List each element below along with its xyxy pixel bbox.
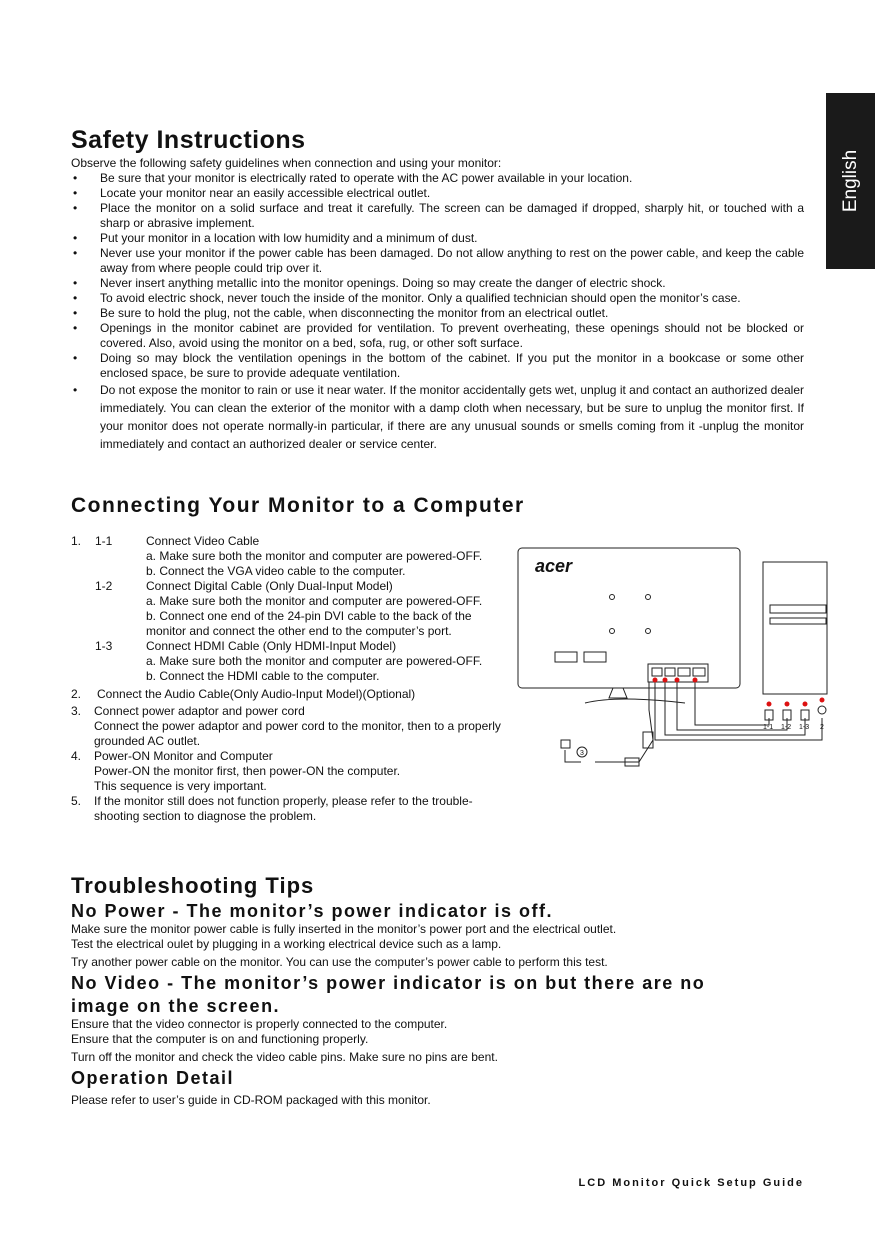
substep-text: b. Connect the HDMI cable to the computer. (146, 669, 380, 683)
port (678, 668, 690, 676)
marker-dot (803, 702, 808, 707)
no-video-text: Ensure that the video connector is properly connected to the computer. (71, 1017, 448, 1031)
diagram-label: 3 (580, 750, 584, 757)
troubleshooting-title: Troubleshooting Tips (71, 873, 315, 898)
list-item: • Doing so may block the ventilation openings in the bottom of the cabinet. If you put the monitor in a bookcase or some other enclosed space, be sure to provide adequate ventilation. (71, 351, 804, 381)
step-number: 2. (71, 687, 82, 701)
safety-title: Safety Instructions (71, 126, 306, 154)
list-item: • Do not expose the monitor to rain or use it near water. If the monitor accidentally gets wet, unplug it and contact an authorized dealer immediately. You can clean the exterior of the monitor with a damp cloth when necessary, but be sure to unplug the monitor first. If your monitor does not operate normally-in particular, if there are any unusual sounds or smells coming from it -unplug the monitor immediately and contact an authorized dealer or service center. (71, 381, 804, 453)
step-number: 4. (71, 749, 82, 763)
drive-bay (770, 605, 826, 613)
substep-text: b. Connect the VGA video cable to the computer. (146, 564, 406, 578)
step-text: If the monitor still does not function properly, please refer to the trouble-shooting section to diagnose the problem. (94, 794, 473, 823)
substep-text: a. Make sure both the monitor and computer are powered-OFF. (146, 654, 483, 668)
mount-hole (646, 629, 651, 634)
substep-text: a. Make sure both the monitor and computer are powered-OFF. (146, 549, 483, 563)
monitor-stand-base (585, 699, 685, 703)
step-text: This sequence is very important. (94, 779, 267, 793)
mount-hole (610, 629, 615, 634)
diagram-label: 1-1 (763, 724, 774, 731)
step-title: Connect power adaptor and power cord (94, 704, 305, 718)
list-item: • Never use your monitor if the power cable has been damaged. Do not allow anything to rest on the power cable, and keep the cable away from where people could trip over it. (71, 246, 804, 276)
step-text: Power-ON the monitor first, then power-ON the computer. (94, 764, 401, 778)
list-item: • To avoid electric shock, never touch the inside of the monitor. Only a qualified technician should open the monitor’s case. (71, 291, 804, 306)
safety-list (71, 171, 804, 453)
computer-tower (763, 562, 827, 694)
substep-number: 1-2 (95, 579, 113, 593)
operation-title: Operation Detail (71, 1068, 235, 1088)
list-item: • Be sure to hold the plug, not the cable, when disconnecting the monitor from an electrical outlet. (71, 306, 804, 321)
port (693, 668, 705, 676)
step-title: Power-ON Monitor and Computer (94, 749, 273, 763)
list-item: • Place the monitor on a solid surface and treat it carefully. The screen can be damaged if dropped, sharply hit, or touched with a sharp or abrasive implement. (71, 201, 804, 231)
mount-hole (610, 595, 615, 600)
cable-audio (655, 682, 822, 740)
list-item: • Openings in the monitor cabinet are provided for ventilation. To prevent overheating, these openings should not be blocked or covered. Also, avoid using the monitor on a bed, sofa, rug, or other soft surface. (71, 321, 804, 351)
diagram-label: 1-2 (781, 724, 792, 731)
substep-title: Connect Digital Cable (Only Dual-Input Model) (146, 579, 393, 593)
connecting-title: Connecting Your Monitor to a Computer (71, 494, 525, 517)
monitor-vent (555, 652, 577, 662)
list-item: • Locate your monitor near an easily accessible electrical outlet. (71, 186, 804, 201)
list-item: • Never insert anything metallic into the monitor openings. Doing so may create the danger of electric shock. (71, 276, 804, 291)
step-text: Connect the Audio Cable(Only Audio-Input Model)(Optional) (97, 687, 416, 701)
port (665, 668, 675, 676)
marker-dot (820, 698, 825, 703)
no-power-title: No Power - The monitor’s power indicator is off. (71, 901, 554, 921)
marker-dot (663, 678, 668, 683)
step-text: Connect the power adaptor and power cord to the monitor, then to a properly grounded AC outlet. (94, 719, 501, 748)
marker-dot (767, 702, 772, 707)
footer-title: LCD Monitor Quick Setup Guide (578, 1177, 804, 1189)
monitor-stand-neck (609, 688, 627, 698)
marker-dot (785, 702, 790, 707)
no-power-text: Make sure the monitor power cable is fully inserted in the monitor’s power port and the electrical outlet. (71, 922, 617, 936)
substep-text: a. Make sure both the monitor and computer are powered-OFF. (146, 594, 483, 608)
pc-port (818, 706, 826, 714)
connection-steps (71, 534, 511, 824)
drive-bay (770, 618, 826, 624)
safety-intro: Observe the following safety guidelines when connection and using your monitor: (71, 156, 502, 170)
cable-power (595, 682, 653, 762)
language-tab (826, 93, 875, 269)
operation-text: Please refer to user’s guide in CD-ROM packaged with this monitor. (71, 1093, 431, 1107)
marker-dot (693, 678, 698, 683)
substep-text: b. Connect one end of the 24-pin DVI cable to the back of the monitor and connect the other end to the computer’s port. (146, 609, 472, 638)
substep-number: 1-3 (95, 639, 113, 653)
brand-logo: acer (535, 556, 573, 576)
no-power-text: Try another power cable on the monitor. You can use the computer’s power cable to perform this test. (71, 955, 608, 969)
port (652, 668, 662, 676)
list-item: • Put your monitor in a location with low humidity and a minimum of dust. (71, 231, 804, 246)
no-power-text: Test the electrical oulet by plugging in a working electrical device such as a lamp. (71, 937, 502, 951)
step-number: 5. (71, 794, 82, 808)
language-label: English (839, 149, 861, 213)
marker-dot (675, 678, 680, 683)
substep-title: Connect HDMI Cable (Only HDMI-Input Model) (146, 639, 397, 653)
list-item: • Be sure that your monitor is electrically rated to operate with the AC power available in your location. (71, 171, 804, 186)
no-video-text: Turn off the monitor and check the video cable pins. Make sure no pins are bent. (71, 1050, 498, 1064)
diagram-label: 2 (820, 724, 824, 731)
monitor-vent (584, 652, 606, 662)
power-adaptor (643, 732, 653, 748)
step-number: 3. (71, 704, 82, 718)
substep-title: Connect Video Cable (146, 534, 260, 548)
diagram-label: 1-3 (799, 724, 810, 731)
substep-number: 1-1 (95, 534, 113, 548)
power-outlet-icon (561, 740, 570, 748)
step-number: 1. (71, 534, 82, 548)
mount-hole (646, 595, 651, 600)
no-video-text: Ensure that the computer is on and functioning properly. (71, 1032, 369, 1046)
no-video-title: No Video - The monitor’s power indicator is on but there are no image on the screen. (71, 973, 706, 1016)
connection-diagram (515, 540, 835, 780)
marker-dot (653, 678, 658, 683)
